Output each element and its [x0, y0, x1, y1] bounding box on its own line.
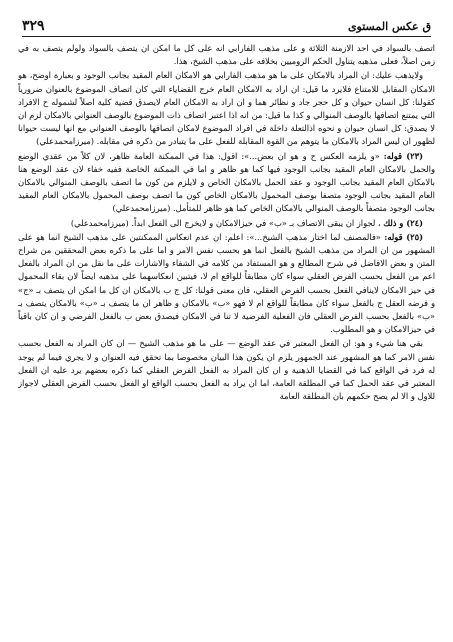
note-25: [18, 231, 435, 337]
paragraph-text: «فالمصنف لما اختار مذهب الشيخ...»: اعلم: ان عدم انعكاس الممكنتين على مذهب الشيخ انما هو على المشهور من ان المراد من مذهب الشيخ بالفعل انما هو بحسب نفس الامر و اما على ما ذكره بعض المحققين من شراح المتن و بعض الافاضل في شرح المطالع و هو المستفاد من كلامه في الشفاء والاشارات على ما نقل من ان المراد بالفعل اعم من الفعل بحسب الفرض العقلي سواء كان مطابقاً للواقع ام لا، فيتبين انعكاسهما على مذهبه ايضاً لان بقاء المحمول في حيز الامكان لاينافي الفعل بحسب الفرض العقلي، فان معنى قولنا: كل ج ب بالامكان ان كل ما امكن ان يتصف بـ «ج» و فرضه العقل ج بالفعل سواء كان مطابقاً للواقع ام لا فهو «ب» بالامكان و ظاهر ان ما يتصف بـ «ب» بالامكان يتصف بـ «ب» بالفعل بحسب الفرض العقلي فان الفعلية الفرضية لا تنا في الامكان فيصدق بعض ب بالفعل الفرضي و ان كان باقياً في حيزالامكان و هو المطلوب.: [18, 231, 435, 335]
note-23: [18, 150, 435, 216]
note-24: [18, 217, 435, 230]
paragraph-text: «و يلزمه العكس ح و هو ان بعض...»: اقول: هذا في الممكنة العامة ظاهر، لان كلاً من عقدي الوضع والحمل بالامكان العام المقيد بجانب الوجود فيها كما هو ظاهر و اما في الممكنة الخاصة ففيه خفاء لان عقد الوضع هنا بالامكان العام المقيد بجانب الوجود و عقد الحمل بالامكان الخاص و لايلزم من كون ما اتصف بالوصف المنوالي بالامكان العام المقيد بجانب الوجود متصفا بوصف المحمول بالامكان الخاص كون ما اتصف بوصف المحمول بالامكان العام المقيد بجانب الوجود متصفاً بالوصف المنوالي بالامكان الخاص كما هو ظاهر للمتأمل. (ميرزامحمدعلي): [18, 150, 435, 214]
running-title: ق عكس المستوى: [347, 20, 431, 33]
paragraph-label: (٢٤) و ذلك: [383, 217, 423, 228]
page-number: ٣٢٩: [22, 18, 45, 34]
paragraph-text: ولايذهب عليك: ان المراد بالامكان على ما هو مذهب الفارابي هو الامكان العام المقيد بجانب الوجود و بعبارة اوضح، هو الامكان المقابل للامتناع فلايرد ما قيل: ان اراد به الامكان العام خرج القضاياء التي كان اتصاف الموضوع بالعنوان ضرورياً كقولنا: كل انسان حيوان و كل حجر جاد و نظائر هما و ان اراد به الامكان العام لايصدق قضية كلية اصلاً لشموله ح الافراد التي يمتنع اتصافها بالوصف المنوالي و كذا ما قيل: من انه اذا اعتبر اتصاف ذات الموضوع بالوصف العنواني بالامكان لزم ان لا يصدق: كل انسان حيوان و نحوه اذالتعلة داخلة في افراد الموضوع لامكان اتصافها بالوصف العنواني مع انها ليست حيوانا لظهور ان ليس المراد بالامكان ما يتوهم من القوة المقابلة للفعل على ما يتبادر من ذكره في مقابله. (ميرزامحمدعلي): [18, 70, 435, 147]
paragraph-text: ، لجواز ان يبقى الاتصاف بـ «ب» في حيزالامكان و لايخرج الى الفعل ابداً. (ميرزامحمدعلي): [70, 217, 381, 228]
header-rule: [22, 36, 431, 37]
paragraph-text: اتصف بالسواد في احد الازمنة الثلاثة و على مذهب الفارابي انه على كل ما امكن ان يتصف بالسواد ولولم يتصف به في زمن اصلاً، فعلى مذهبه يتناول الحكم الروميين بخلافه على مذهب الشيخ، هذا.: [18, 43, 435, 67]
paragraph-label: (٢٥) قوله:: [384, 231, 423, 242]
paragraph: [18, 42, 435, 68]
paragraph: [18, 337, 435, 403]
paragraph-label: (٢٣) قوله:: [383, 150, 424, 161]
paragraph-text: بقي هنا شيء و هو: ان الفعل المعتبر في عقد الوضع — على ما هو مذهب الشيخ — ان كان المراد به الفعل بحسب نفس الامر كما هو المشهور عند الجمهور يلزم ان يكون هذا البيان مخصوصا بما تحقق فيه العنوان و لا يجري فيما لم يوجد له فرد في الواقع كما في القضايا الذهنية و ان كان المراد به الفعل الفرض العقلي كما ذكره بعضهم يرد عليه ان الفعل المعتبر في عقد الحمل كما في المطلقة العامة، اما ان يراد به الفعل بحسب الواقع او الفعل بحسب الفرض العقلي لاجواز للاول و الا لم يصح حكمهم بان المطلقة العامة: [18, 338, 435, 402]
page-header: [22, 8, 431, 34]
paragraph: [18, 69, 435, 148]
body-text: [18, 42, 435, 636]
